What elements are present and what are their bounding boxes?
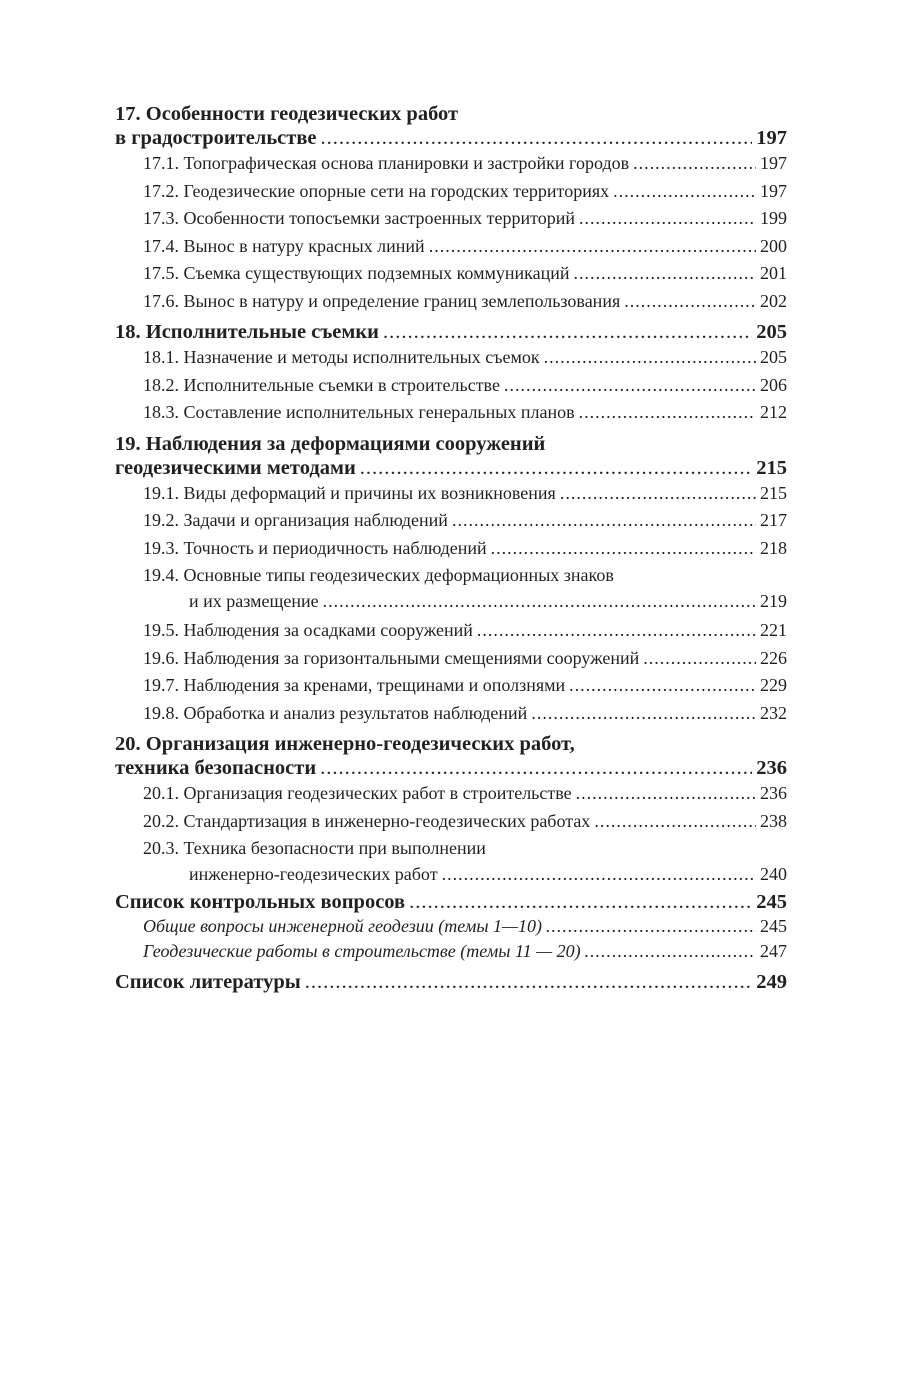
page-number: 200 [760, 235, 787, 256]
toc-section[interactable] [115, 372, 787, 400]
section-title-line: 20.3. Техника безопасности при выполнении [143, 838, 486, 858]
section-title: 20.1. Организация геодезических работ в строительстве [143, 783, 572, 803]
chapter-title-line: 20. Организация инженерно-геодезических работ, [115, 733, 575, 755]
chapter-title-row [115, 970, 787, 994]
page-number: 240 [760, 864, 787, 884]
dot-leader [320, 756, 752, 780]
section-title: 19.3. Точность и периодичность наблюдений [143, 537, 487, 558]
page-number: 232 [760, 702, 787, 723]
page-number: 236 [760, 783, 787, 803]
toc-section[interactable] [115, 914, 787, 939]
section-title: 19.5. Наблюдения за осадками сооружений [143, 620, 473, 640]
chapter-title: Список контрольных вопросов [115, 891, 406, 913]
chapter-title-line: в градостроительстве [115, 127, 317, 149]
section-title-line: и их размещение [189, 591, 319, 611]
page-number: 197 [760, 153, 787, 173]
page-number: 217 [760, 510, 787, 530]
dot-leader [383, 320, 752, 344]
section-title-line: 19.4. Основные типы геодезических деформационных знаков [143, 565, 614, 585]
toc-section[interactable] [115, 260, 787, 288]
section-title: 19.1. Виды деформаций и причины их возникновения [143, 482, 556, 503]
dot-leader [305, 970, 752, 994]
dot-leader [544, 344, 756, 372]
chapter-title: Список литературы [115, 971, 301, 993]
dot-leader [594, 808, 756, 836]
toc-section[interactable] [115, 700, 787, 728]
toc-section[interactable] [115, 617, 787, 645]
chapter-title-line: геодезическими методами [115, 456, 356, 479]
page-number: 245 [756, 891, 787, 913]
chapter-title-row [115, 456, 787, 480]
section-title: 19.6. Наблюдения за горизонтальными смещениями сооружений [143, 647, 640, 668]
page-number: 245 [760, 916, 787, 936]
dot-leader [491, 535, 756, 563]
toc-chapter-18[interactable] [115, 320, 787, 344]
section-title: 17.4. Вынос в натуру красных линий [143, 235, 425, 256]
page-number: 205 [756, 321, 787, 343]
chapter-title-line: техника безопасности [115, 757, 317, 779]
toc-questions[interactable] [115, 890, 787, 914]
dot-leader [409, 890, 752, 914]
page-number: 197 [756, 127, 787, 149]
page-number: 206 [760, 374, 787, 395]
dot-leader [643, 645, 756, 673]
dot-leader [360, 456, 752, 480]
toc-section[interactable] [115, 780, 787, 808]
dot-leader [531, 700, 756, 728]
chapter-title-row [115, 320, 787, 344]
section-title: 19.8. Обработка и анализ результатов наблюдений [143, 702, 528, 723]
section-title: 20.2. Стандартизация в инженерно-геодезических работах [143, 810, 591, 831]
page-number: 212 [760, 402, 787, 422]
dot-leader [452, 507, 756, 535]
toc-section[interactable] [115, 150, 787, 178]
toc-section[interactable] [115, 480, 787, 508]
page-number: 197 [760, 180, 787, 201]
chapter-title-row [115, 126, 787, 150]
dot-leader [585, 939, 756, 964]
dot-leader [574, 260, 757, 288]
page-number: 247 [760, 941, 787, 961]
page-number: 226 [760, 647, 787, 668]
toc-chapter-17[interactable] [115, 102, 787, 150]
dot-leader [579, 205, 756, 233]
dot-leader [633, 150, 756, 178]
chapter-title-row [115, 890, 787, 914]
page-number: 215 [760, 482, 787, 503]
dot-leader [613, 178, 756, 206]
dot-leader [576, 780, 756, 808]
dot-leader [442, 862, 756, 886]
section-title: 17.2. Геодезические опорные сети на городских территориях [143, 180, 610, 201]
dot-leader [579, 399, 756, 427]
toc-section[interactable] [115, 288, 787, 316]
toc-section[interactable] [115, 562, 787, 613]
dot-leader [323, 589, 756, 613]
page-number: 205 [760, 347, 787, 367]
section-title: 18.2. Исполнительные съемки в строительстве [143, 374, 500, 395]
page-number: 215 [756, 456, 787, 479]
dot-leader [560, 480, 756, 508]
page-number: 219 [760, 591, 787, 611]
toc-section[interactable] [115, 205, 787, 233]
section-title-row [143, 589, 787, 613]
section-title: 17.3. Особенности топосъемки застроенных территорий [143, 208, 575, 228]
page-number: 229 [760, 675, 787, 695]
toc-section[interactable] [115, 178, 787, 206]
page-number: 236 [756, 757, 787, 779]
section-title: Общие вопросы инженерной геодезии (темы 1—10) [143, 916, 543, 936]
section-title: 17.1. Топографическая основа планировки и застройки городов [143, 153, 630, 173]
page-number: 221 [760, 620, 787, 640]
section-title: 19.7. Наблюдения за кренами, трещинами и оползнями [143, 675, 566, 695]
dot-leader [569, 672, 756, 700]
toc-literature[interactable] [115, 970, 787, 994]
chapter-title-line: 17. Особенности геодезических работ [115, 103, 459, 125]
chapter-title-line: 19. Наблюдения за деформациями сооружений [115, 432, 546, 455]
dot-leader [546, 914, 756, 939]
section-title: 17.5. Съемка существующих подземных коммуникаций [143, 263, 570, 283]
dot-leader [477, 617, 756, 645]
page-number: 199 [760, 208, 787, 228]
section-title: 19.2. Задачи и организация наблюдений [143, 510, 448, 530]
chapter-title-row [115, 756, 787, 780]
toc-chapter-20[interactable] [115, 732, 787, 780]
toc-section[interactable] [115, 939, 787, 964]
section-title: 18.3. Составление исполнительных генеральных планов [143, 402, 575, 422]
section-title: 17.6. Вынос в натуру и определение границ землепользования [143, 290, 621, 311]
section-title-line: инженерно-геодезических работ [189, 864, 438, 884]
toc-chapter-19[interactable] [115, 432, 787, 480]
section-title: 18.1. Назначение и методы исполнительных съемок [143, 347, 540, 367]
toc-section[interactable] [115, 344, 787, 372]
page-number: 249 [756, 971, 787, 993]
page-number: 218 [760, 537, 787, 558]
page-number: 201 [760, 263, 787, 283]
toc-section[interactable] [115, 507, 787, 535]
page-number: 238 [760, 810, 787, 831]
dot-leader [429, 233, 756, 261]
chapter-title: 18. Исполнительные съемки [115, 321, 379, 343]
dot-leader [504, 372, 756, 400]
toc-section[interactable] [115, 645, 787, 673]
toc-section[interactable] [115, 835, 787, 886]
toc-section[interactable] [115, 399, 787, 427]
section-title: Геодезические работы в строительстве (темы 11 — 20) [143, 941, 581, 961]
section-title-row [143, 862, 787, 886]
dot-leader [624, 288, 756, 316]
toc-section[interactable] [115, 535, 787, 563]
toc-section[interactable] [115, 672, 787, 700]
toc-section[interactable] [115, 808, 787, 836]
page-number: 202 [760, 290, 787, 311]
table-of-contents [115, 102, 787, 994]
toc-section[interactable] [115, 233, 787, 261]
dot-leader [321, 126, 753, 150]
